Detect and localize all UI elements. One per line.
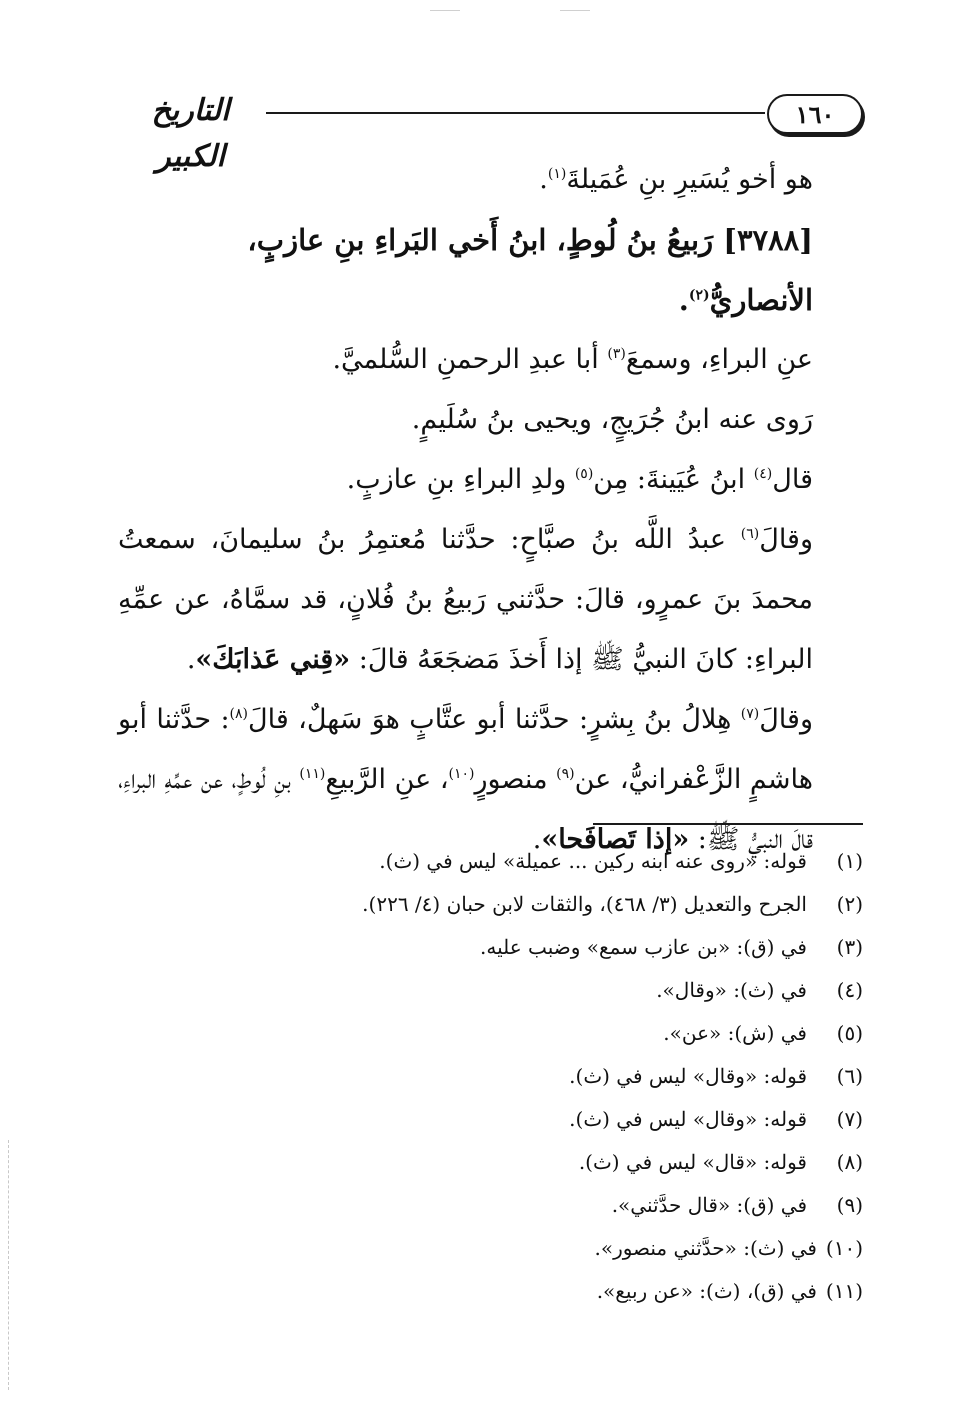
footnote-item bbox=[118, 1227, 863, 1270]
footnote-number: (٦) bbox=[836, 1064, 863, 1088]
footnote-item bbox=[118, 1055, 863, 1098]
footnote-ref: (٧) bbox=[740, 706, 760, 722]
footnote-text: في (ث): «حدَّثني منصور». bbox=[594, 1236, 817, 1260]
footnote-text: في (ق): «بن عازب سمع» وضبب عليه. bbox=[480, 935, 807, 959]
text-run: ولدِ البراءِ بنِ عازبٍ. bbox=[346, 464, 575, 495]
text-run: منصورٍ bbox=[474, 764, 557, 795]
entry-heading bbox=[118, 210, 863, 330]
text-run: . bbox=[186, 644, 196, 675]
footnote-ref: (٨) bbox=[229, 706, 249, 722]
footnote-number: (٥) bbox=[836, 1021, 863, 1045]
footnote-ref: (٢) bbox=[688, 287, 710, 304]
footnote-item bbox=[118, 1012, 863, 1055]
footnote-number: (١١) bbox=[825, 1279, 863, 1303]
footnote-ref: (٥) bbox=[574, 466, 594, 482]
hadith-quote: «قِني عَذابَكَ» bbox=[195, 644, 351, 675]
footnote-ref: (٦) bbox=[740, 526, 760, 542]
text-run: وقالَ bbox=[759, 704, 813, 735]
footnote-text: قوله: «وقال» ليس في (ث). bbox=[569, 1064, 807, 1088]
footnote-separator bbox=[593, 823, 863, 825]
text-run: . bbox=[539, 164, 548, 195]
scan-artifact-line bbox=[560, 10, 590, 11]
text-line bbox=[118, 150, 863, 210]
footnote-item bbox=[118, 1098, 863, 1141]
footnote-number: (١٠) bbox=[825, 1236, 863, 1260]
text-run: هِلالُ بنُ بِشرٍ: حدَّثنا أبو عتَّابٍ هوَ سَهلٌ، قالَ bbox=[248, 704, 741, 735]
footnote-item bbox=[118, 926, 863, 969]
footnote-number: (٢) bbox=[836, 892, 863, 916]
paragraph bbox=[118, 510, 863, 690]
footnote-ref: (١) bbox=[547, 166, 567, 182]
book-title: التاريخ الكبير bbox=[151, 93, 230, 174]
text-run: بنِ لُوطٍ، عن عمِّهِ البراءِ، قالَ النبيُّ ﷺ: bbox=[118, 764, 813, 855]
footnote-number: (٣) bbox=[836, 935, 863, 959]
footnote-text: الجرح والتعديل (٣/ ٤٦٨)، والثقات لابن حبان (٤/ ٢٢٦). bbox=[362, 892, 807, 916]
footnote-ref: (١١) bbox=[299, 766, 326, 782]
text-run: وقالَ bbox=[759, 524, 813, 555]
text-line: رَوى عنه ابنُ جُرَيجٍ، ويحيى بنُ سُلَيمٍ. bbox=[411, 404, 813, 435]
footnote-text: في (ش): «عن». bbox=[663, 1021, 807, 1045]
page-number: ١٦٠ bbox=[767, 94, 863, 134]
scan-artifact-line bbox=[430, 10, 460, 11]
footnote-text: في (ق)، (ث): «عن ربيع». bbox=[596, 1279, 817, 1303]
footnote-item bbox=[118, 1141, 863, 1184]
footnote-text: قوله: «قال» ليس في (ث). bbox=[578, 1150, 807, 1174]
footnote-text: في (ث): «وقال». bbox=[656, 978, 807, 1002]
text-run: قال bbox=[772, 464, 813, 495]
header-rule bbox=[266, 112, 765, 114]
footnote-ref: (١٠) bbox=[448, 766, 475, 782]
footnote-ref: (٣) bbox=[607, 346, 626, 362]
page-header bbox=[118, 88, 863, 174]
main-text bbox=[118, 150, 863, 870]
footnote-item bbox=[118, 1184, 863, 1227]
text-run: هو أخو يُسَيرِ بنِ عُمَيلةَ bbox=[566, 164, 813, 195]
footnotes bbox=[118, 840, 863, 1313]
text-run: عنِ البراءِ، وسمعَ bbox=[625, 344, 813, 375]
text-run: أبا عبدِ الرحمنِ السُّلميَّ. bbox=[332, 344, 608, 375]
footnote-text: قوله: «روى عنه ابنه ركين ... عميلة» ليس في (ث). bbox=[379, 849, 807, 873]
footnote-ref: (٩) bbox=[556, 766, 575, 782]
text-run: ابنُ عُيَينةَ: مِن bbox=[593, 464, 754, 495]
footnote-item bbox=[118, 840, 863, 883]
footnote-text: في (ق): «قال حدَّثني». bbox=[611, 1193, 807, 1217]
text-run: . bbox=[678, 283, 689, 317]
text-run: : حدَّثنا أبو هاشمٍ الزَّعْفرانيُّ، عن bbox=[118, 704, 813, 795]
footnote-number: (٤) bbox=[836, 978, 863, 1002]
entry-title: [٣٧٨٨] رَبيعُ بنُ لُوطٍ، ابنُ أَخي البَراءِ بنِ عازبٍ، الأنصاريُّ bbox=[247, 223, 813, 317]
text-line bbox=[118, 450, 863, 510]
footnote-number: (١) bbox=[836, 849, 863, 873]
text-run: عبدُ اللَّه بنُ صبَّاحٍ: حدَّثنا مُعتمِرُ بنُ سليمانَ، سمعتُ محمدَ بنَ عمرٍو، قالَ: حدَّثني رَبيعُ بنُ فُلانٍ، قد سمَّاهُ، عن عمِّهِ البراءِ: كانَ النبيُّ ﷺ إذا أَخذَ مَضجَعَهُ قالَ: bbox=[118, 524, 813, 675]
text-run: . bbox=[532, 824, 542, 855]
footnote-text: قوله: «وقال» ليس في (ث). bbox=[569, 1107, 807, 1131]
scan-edge-mark bbox=[8, 1140, 9, 1390]
footnote-item bbox=[118, 969, 863, 1012]
footnote-number: (٧) bbox=[836, 1107, 863, 1131]
footnote-ref: (٤) bbox=[753, 466, 773, 482]
footnote-item bbox=[118, 883, 863, 926]
footnote-item bbox=[118, 1270, 863, 1313]
footnote-number: (٩) bbox=[836, 1193, 863, 1217]
footnote-number: (٨) bbox=[836, 1150, 863, 1174]
text-run: ، عنِ الرَّبيعِ bbox=[325, 764, 449, 795]
text-line bbox=[118, 330, 863, 390]
hadith-quote: «إذا تَصافَحا» bbox=[541, 824, 690, 855]
